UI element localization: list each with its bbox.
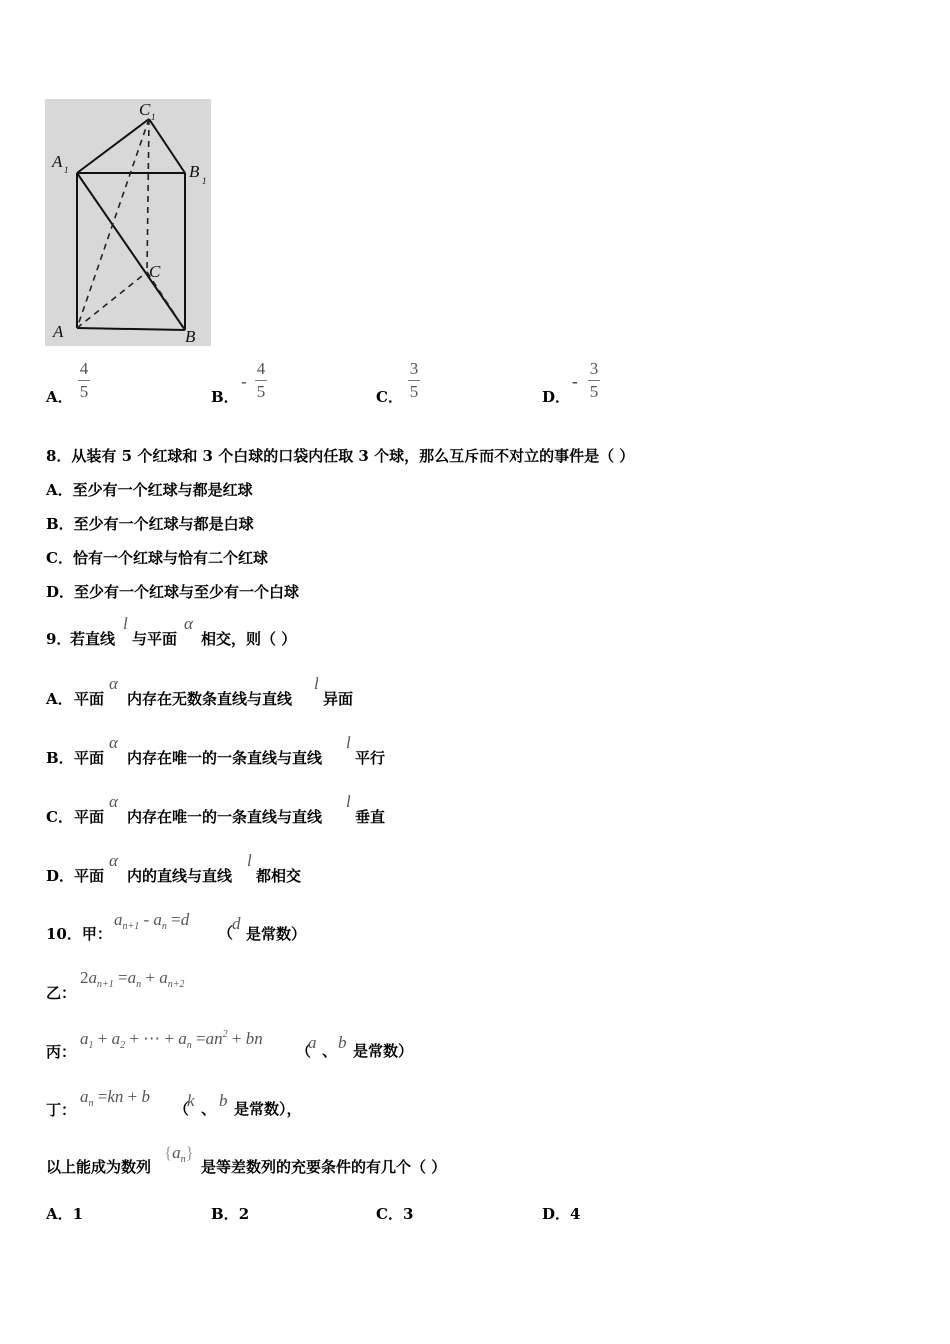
label-a1-sub: 1: [64, 165, 69, 175]
q10-jia-formula: $a_{n+1} - a_n =d$: [114, 910, 190, 932]
q8-option-a: A．至少有一个红球与都是红球: [46, 481, 253, 499]
q8-stem: 8．从装有 5 个红球和 3 个白球的口袋内任取 3 个球，那么互斥而不对立的事件是（ ）: [46, 447, 635, 465]
prism-figure: [45, 99, 211, 346]
label-a: A: [53, 322, 64, 341]
q10-option-c: C．3: [376, 1205, 414, 1223]
label-a1: A: [52, 152, 63, 171]
q7-b-fraction: 4 5: [256, 359, 266, 401]
prism-diagram: [45, 99, 211, 346]
q7-d-fraction: 3 5: [589, 359, 599, 401]
q10-yi-formula: $2a_{n+1} =a_n + a_{n+2}$: [80, 968, 185, 990]
q7-c-fraction: 3 5: [409, 359, 419, 401]
label-b1-sub: 1: [202, 176, 207, 186]
label-c1: C: [139, 100, 151, 119]
q10-option-b: B．2: [211, 1205, 250, 1223]
q10-option-d: D．4: [542, 1205, 581, 1223]
q10-bing-formula: $a_1 + a_2$ + ⋯ + $a_n =an^2$ + bn: [80, 1029, 263, 1051]
label-b: B: [185, 327, 196, 346]
q10-sequence-notation: $\{a_n\}$: [164, 1143, 194, 1165]
label-c1-sub: 1: [151, 112, 156, 122]
q8-option-d: D．至少有一个红球与至少有一个白球: [46, 583, 300, 601]
label-b1: B: [189, 162, 200, 181]
q8-option-c: C．恰有一个红球与恰有二个红球: [46, 549, 268, 567]
q10-ding-formula: $a_n =kn + b$: [80, 1087, 150, 1109]
label-c: C: [149, 262, 161, 281]
q8-option-b: B．至少有一个红球与都是白球: [46, 515, 254, 533]
q10-option-a: A．1: [46, 1205, 84, 1223]
q7-a-fraction: 4 5: [79, 359, 89, 401]
